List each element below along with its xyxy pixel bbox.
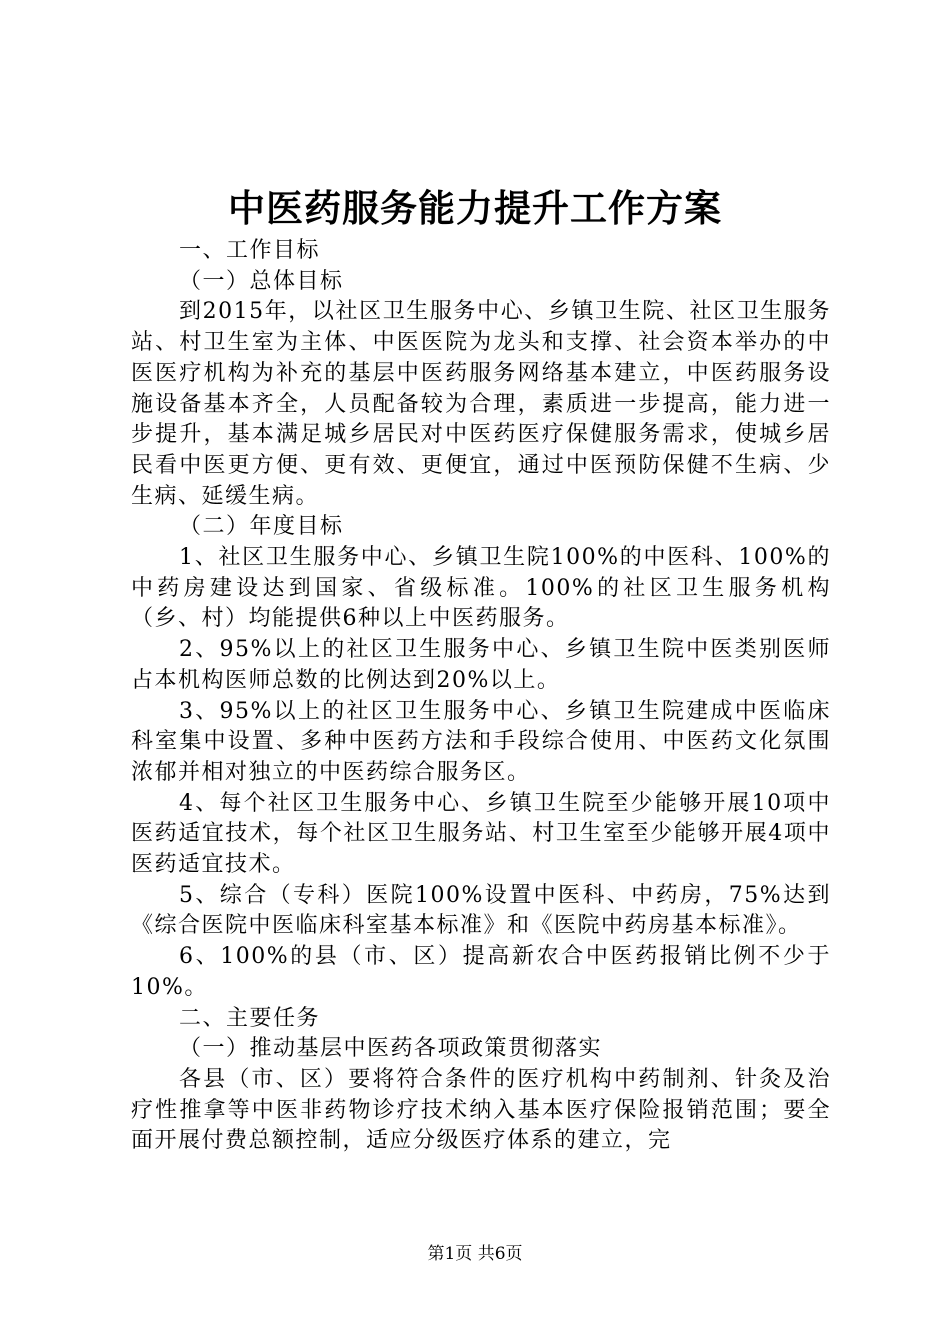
list-item-goal-2: 2、95%以上的社区卫生服务中心、乡镇卫生院中医类别医师占本机构医师总数的比例达到20%以上。	[131, 637, 831, 693]
section-heading-goals: 一、工作目标	[179, 238, 321, 263]
subsection-heading-policy: （一）推动基层中医药各项政策贯彻落实	[179, 1036, 603, 1062]
document-body	[131, 236, 831, 1157]
list-item-goal-5: 5、综合（专科）医院100%设置中医科、中药房，75%达到《综合医院中医临床科室基本标准》和《医院中药房基本标准》。	[131, 882, 831, 939]
subsection-heading-overall: （一）总体目标	[179, 268, 344, 294]
paragraph-policy: 各县（市、区）要将符合条件的医疗机构中药制剂、针灸及治疗性推拿等中医非药物诊疗技术纳入基本医疗保险报销范围；要全面开展付费总额控制，适应分级医疗体系的建立，完	[131, 1066, 831, 1154]
subsection-heading-annual: （二）年度目标	[179, 514, 344, 540]
list-item-goal-1: 1、社区卫生服务中心、乡镇卫生院100%的中医科、100%的中药房建设达到国家、省级标准。100%的社区卫生服务机构（乡、村）均能提供6种以上中医药服务。	[131, 545, 831, 632]
page-footer: 第1页 共6页	[427, 1244, 523, 1264]
list-item-goal-3: 3、95%以上的社区卫生服务中心、乡镇卫生院建成中医临床科室集中设置、多种中医药方法和手段综合使用、中医药文化氛围浓郁并相对独立的中医药综合服务区。	[131, 698, 831, 785]
paragraph-overall-goal: 到2015年，以社区卫生服务中心、乡镇卫生院、社区卫生服务站、村卫生室为主体、中医医院为龙头和支撑、社会资本举办的中医医疗机构为补充的基层中医药服务网络基本建立，中医药服务设施设备基本齐全，人员配备较为合理，素质进一步提高，能力进一步提升，基本满足城乡居民对中医药医疗保健服务需求，使城乡居民看中医更方便、更有效、更便宜，通过中医预防保健不生病、少生病、延缓生病。	[131, 299, 831, 509]
list-item-goal-6: 6、100%的县（市、区）提高新农合中医药报销比例不少于10%。	[131, 944, 831, 1000]
section-heading-tasks: 二、主要任务	[179, 1005, 321, 1031]
document-title: 中医药服务能力提升工作方案	[228, 186, 722, 230]
list-item-goal-4: 4、每个社区卫生服务中心、乡镇卫生院至少能够开展10项中医药适宜技术，每个社区卫生服务站、村卫生室至少能够开展4项中医药适宜技术。	[131, 790, 831, 878]
